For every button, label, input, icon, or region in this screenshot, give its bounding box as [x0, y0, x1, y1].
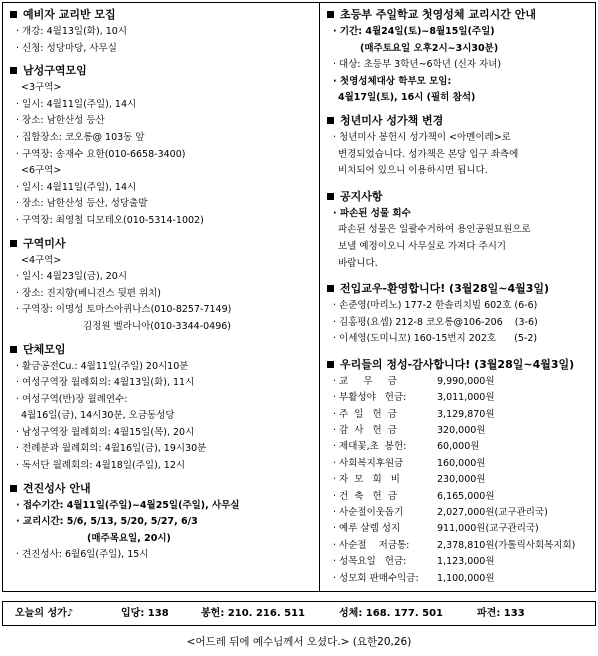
ledger-label: · 주 일 헌 금 — [333, 408, 397, 420]
line: · 장소: 진지향(베니건스 뒷편 위치) — [16, 287, 162, 299]
hymn-label: 오늘의 성가♪ — [15, 608, 74, 619]
line: · 구역장: 이명성 토마스아퀴나스(010-8257-7149) — [16, 304, 232, 316]
section-notice — [326, 188, 591, 272]
section-confirmation — [9, 480, 313, 564]
section-title: 우리들의 정성-감사합니다! (3월28일~4월3일) — [326, 356, 591, 374]
line: · 일시: 4월11일(주일), 14시 — [16, 98, 137, 110]
square-bullet-icon — [327, 193, 334, 200]
section-title: 견진성사 안내 — [9, 480, 313, 498]
line: · 교리시간: 5/6, 5/13, 5/20, 5/27, 6/3 — [16, 516, 198, 528]
section-first-communion — [326, 6, 591, 107]
line: · 손준영(마리노) 177-2 한솔리치빌 602호 (6-6) — [333, 300, 538, 312]
line: · 기간: 4월24일(토)~8월15일(주일) — [333, 26, 495, 37]
line: · 견진성사: 6월6일(주일), 15시 — [16, 549, 149, 561]
line: · 장소: 남한산성 등산, 성당출발 — [16, 198, 148, 210]
column-divider — [319, 3, 320, 591]
hymn-bar — [2, 601, 596, 626]
square-bullet-icon — [10, 485, 17, 492]
ledger-label: · 사순절 저금통: — [333, 539, 410, 551]
section-district-mass — [9, 235, 313, 336]
line: · 첫영성체대상 학부모 모임: — [333, 75, 452, 87]
section-group-meetings — [9, 341, 313, 475]
ledger-amount: 160,000원 — [437, 457, 486, 469]
ledger-row — [326, 407, 591, 423]
line: · 접수기간: 4월11일(주일)~4월25일(주일), 사무실 — [16, 499, 240, 511]
line: · 독서단 월례회의: 4월18일(주일), 12시 — [16, 460, 186, 472]
ledger-label: · 감 사 헌 금 — [333, 425, 397, 437]
ledger-amount: 1,123,000원 — [437, 556, 495, 568]
square-bullet-icon — [327, 361, 334, 368]
square-bullet-icon — [10, 240, 17, 247]
ledger-amount: 3,129,870원 — [437, 408, 495, 420]
section-title: 공지사항 — [326, 188, 591, 206]
section-mens-district — [9, 62, 313, 229]
section-title: 전입교우-환영합니다! (3월28일~4월3일) — [326, 280, 591, 298]
line: 비치되어 있으니 이용하시면 됩니다. — [338, 165, 488, 177]
entrance-hymn: 입당: 138 — [121, 608, 169, 619]
square-bullet-icon — [327, 11, 334, 18]
section-title: 초등부 주일학교 첫영성체 교리시간 안내 — [326, 6, 591, 24]
line: · 대상: 초등부 3학년~6학년 (신자 자녀) — [333, 59, 502, 71]
section-title: 청년미사 성가책 변경 — [326, 112, 591, 130]
section-title: 구역미사 — [9, 235, 313, 253]
left-column — [9, 6, 313, 564]
line: (매주목요일, 20시) — [87, 532, 171, 544]
line: · 신청: 성당마당, 사무실 — [16, 42, 117, 54]
ledger-label: · 건 축 헌 금 — [333, 490, 397, 502]
line: · 일시: 4월11일(주일), 14시 — [16, 181, 137, 193]
line: · 여성구역장 월례회의: 4월13일(화), 11시 — [16, 377, 195, 389]
ledger-label: · 사회복지후원금 — [333, 457, 404, 469]
line: 변경되었습니다. 성가책은 본당 입구 좌측에 — [338, 148, 519, 160]
line: · 활금공전Cu.: 4월11일(주일) 20시10분 — [16, 360, 189, 372]
section-youth-hymnbook — [326, 112, 591, 180]
ledger-amount: 6,165,000원 — [437, 490, 495, 502]
square-bullet-icon — [327, 117, 334, 124]
line: · 남성구역장 월례회의: 4월15일(목), 20시 — [16, 426, 195, 438]
ledger-label: · 사순절이웃돕기 — [333, 507, 404, 519]
line: 김정원 벨라니아(010-3344-0496) — [83, 320, 232, 332]
ledger-label: · 예루 살렘 성지 — [333, 523, 401, 535]
ledger-row — [326, 439, 591, 455]
ledger-row — [326, 423, 591, 439]
section-offerings — [326, 356, 591, 587]
square-bullet-icon — [10, 11, 17, 18]
ledger-amount: 230,000원 — [437, 474, 486, 486]
line: · 파손된 성물 회수 — [333, 207, 411, 219]
line: · 장소: 남한산성 등산 — [16, 115, 105, 127]
line: (매주토요일 오후2시~3시30분) — [360, 42, 499, 54]
section-title: 남성구역모임 — [9, 62, 313, 80]
ledger-amount: 2,027,000원(교구관리국) — [437, 507, 548, 519]
ledger-row — [326, 374, 591, 390]
ledger-amount: 320,000원 — [437, 425, 486, 437]
ledger-amount: 9,990,000원 — [437, 375, 495, 387]
section-title: 단체모임 — [9, 341, 313, 359]
ledger-row — [326, 489, 591, 505]
ledger-amount: 911,000원(교구관리국) — [437, 523, 539, 535]
line: 보낼 예정이오니 사무실로 가져다 주시기 — [338, 240, 507, 252]
square-bullet-icon — [10, 67, 17, 74]
section-new-parishioners — [326, 280, 591, 348]
line: 4월16일(금), 14시30분, 오금동성당 — [21, 410, 175, 422]
ledger-row — [326, 554, 591, 570]
square-bullet-icon — [10, 346, 17, 353]
line: · 이세영(도미니꼬) 160-15번지 202호 (5-2) — [333, 333, 538, 345]
subheading: <3구역> — [21, 82, 62, 94]
line: · 김홍평(요셉) 212-8 코오롱@106-206 (3-6) — [333, 316, 538, 328]
line: 파손된 성물은 일괄수거하여 용인공원묘원으로 — [338, 224, 531, 236]
line: · 구역장: 송재수 요한(010-6658-3400) — [16, 148, 186, 160]
ledger-amount: 3,011,000원 — [437, 392, 495, 404]
ledger-label: · 성모회 판매수익금: — [333, 572, 419, 584]
ledger-row — [326, 456, 591, 472]
square-bullet-icon — [327, 285, 334, 292]
line: · 일시: 4월23일(금), 20시 — [16, 271, 127, 283]
ledger-row — [326, 521, 591, 537]
ledger-label: · 자 모 회 비 — [333, 474, 400, 486]
section-title: 예비자 교리반 모집 — [9, 6, 313, 24]
ledger-amount: 60,000원 — [437, 441, 480, 453]
line: · 구역장: 최영철 디모테오(010-5314-1002) — [16, 214, 204, 226]
ledger-label: · 성목요일 헌금: — [333, 556, 407, 568]
ledger-row — [326, 390, 591, 406]
ledger-label: · 교 무 금 — [333, 375, 397, 387]
offertory-hymn: 봉헌: 210. 216. 511 — [201, 608, 305, 619]
ledger-amount: 2,378,810원(가톨릭사회복지회) — [437, 539, 576, 551]
line: · 전례분과 월례회의: 4월16일(금), 19시30분 — [16, 443, 207, 455]
ledger-label: · 제대꽃,초 봉헌: — [333, 441, 407, 453]
line: · 청년미사 봉헌시 성가책이 <아멘이레>로 — [333, 131, 511, 143]
ledger-label: · 부활성야 헌금: — [333, 392, 407, 404]
gospel-verse: <어드레 뒤에 예수님께서 오셨다.> (요한20,26) — [186, 636, 412, 648]
bulletin-board — [2, 2, 596, 592]
section-catechumen — [9, 6, 313, 57]
ledger-row — [326, 472, 591, 488]
offerings-ledger — [326, 374, 591, 587]
ledger-row — [326, 571, 591, 587]
line: 바랍니다. — [338, 257, 378, 269]
ledger-row — [326, 505, 591, 521]
line: · 집합장소: 코오롱@ 103동 앞 — [16, 131, 145, 143]
line: 4월17일(토), 16시 (필히 참석) — [338, 92, 476, 104]
ledger-row — [326, 538, 591, 554]
subheading: <6구역> — [21, 165, 62, 177]
subheading: <4구역> — [21, 254, 62, 266]
recessional-hymn: 파견: 133 — [477, 608, 525, 619]
communion-hymn: 성체: 168. 177. 501 — [339, 608, 443, 619]
line: · 개강: 4월13일(화), 10시 — [16, 26, 127, 37]
ledger-amount: 1,100,000원 — [437, 572, 495, 584]
right-column — [326, 6, 591, 587]
line: · 여성구역(반)장 월례연수: — [16, 393, 128, 405]
